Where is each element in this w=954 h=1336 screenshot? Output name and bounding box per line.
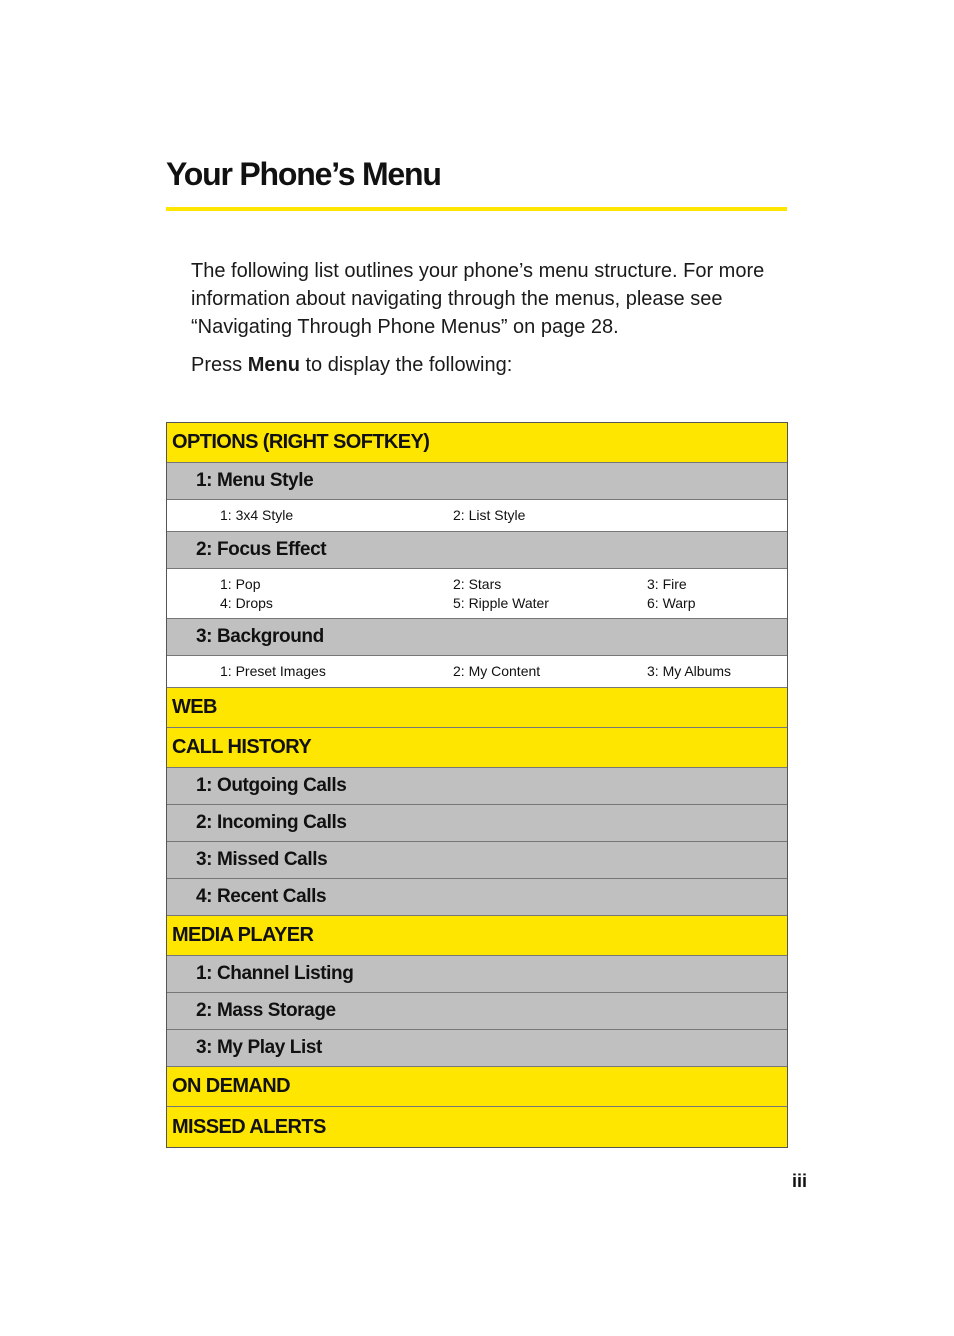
submenu-channel-listing: 1: Channel Listing <box>167 956 787 993</box>
submenu-mass-storage: 2: Mass Storage <box>167 993 787 1030</box>
menu-missed-alerts-row: MISSED ALERTS <box>167 1107 787 1147</box>
menu-style-options <box>167 500 787 532</box>
option-warp: 6: Warp <box>647 594 696 611</box>
page-title: Your Phone’s Menu <box>166 156 441 192</box>
option-fire: 3: Fire <box>647 575 687 592</box>
menu-key-label: Menu <box>247 354 300 376</box>
option-ripple-water: 5: Ripple Water <box>453 594 549 611</box>
option-3x4-style: 1: 3x4 Style <box>220 507 294 523</box>
menu-web-row: WEB <box>167 688 787 728</box>
submenu-incoming-calls: 2: Incoming Calls <box>167 805 787 842</box>
focus-effect-options <box>167 569 787 619</box>
option-drops: 4: Drops <box>220 594 273 611</box>
option-stars: 2: Stars <box>453 575 502 592</box>
page-number: iii <box>792 1171 808 1191</box>
title-underline <box>166 207 787 211</box>
submenu-recent-calls: 4: Recent Calls <box>167 879 787 916</box>
intro-paragraph: The following list outlines your phone’s menu structure. For more information about navigating through the menus, please see “Navigating Through Phone Menus” on page 28. <box>191 260 765 338</box>
option-my-albums: 3: My Albums <box>647 663 732 679</box>
submenu-focus-effect: 2: Focus Effect <box>167 532 787 569</box>
menu-call-history-row: CALL HISTORY <box>167 728 787 768</box>
submenu-menu-style: 1: Menu Style <box>167 463 787 500</box>
submenu-missed-calls: 3: Missed Calls <box>167 842 787 879</box>
menu-media-player-row: MEDIA PLAYER <box>167 916 787 956</box>
option-my-content: 2: My Content <box>453 663 541 679</box>
menu-structure-table <box>166 422 788 1148</box>
background-options <box>167 656 787 688</box>
press-text-after: to display the following: <box>299 354 513 376</box>
submenu-outgoing-calls: 1: Outgoing Calls <box>167 768 787 805</box>
option-pop: 1: Pop <box>220 575 261 592</box>
press-menu-instruction <box>191 351 512 379</box>
menu-on-demand-row: ON DEMAND <box>167 1067 787 1107</box>
option-preset-images: 1: Preset Images <box>220 663 326 679</box>
submenu-my-play-list: 3: My Play List <box>167 1030 787 1067</box>
option-list-style: 2: List Style <box>453 507 526 523</box>
submenu-background: 3: Background <box>167 619 787 656</box>
press-text-before: Press <box>191 354 248 376</box>
menu-options-row: OPTIONS (RIGHT SOFTKEY) <box>167 423 787 463</box>
